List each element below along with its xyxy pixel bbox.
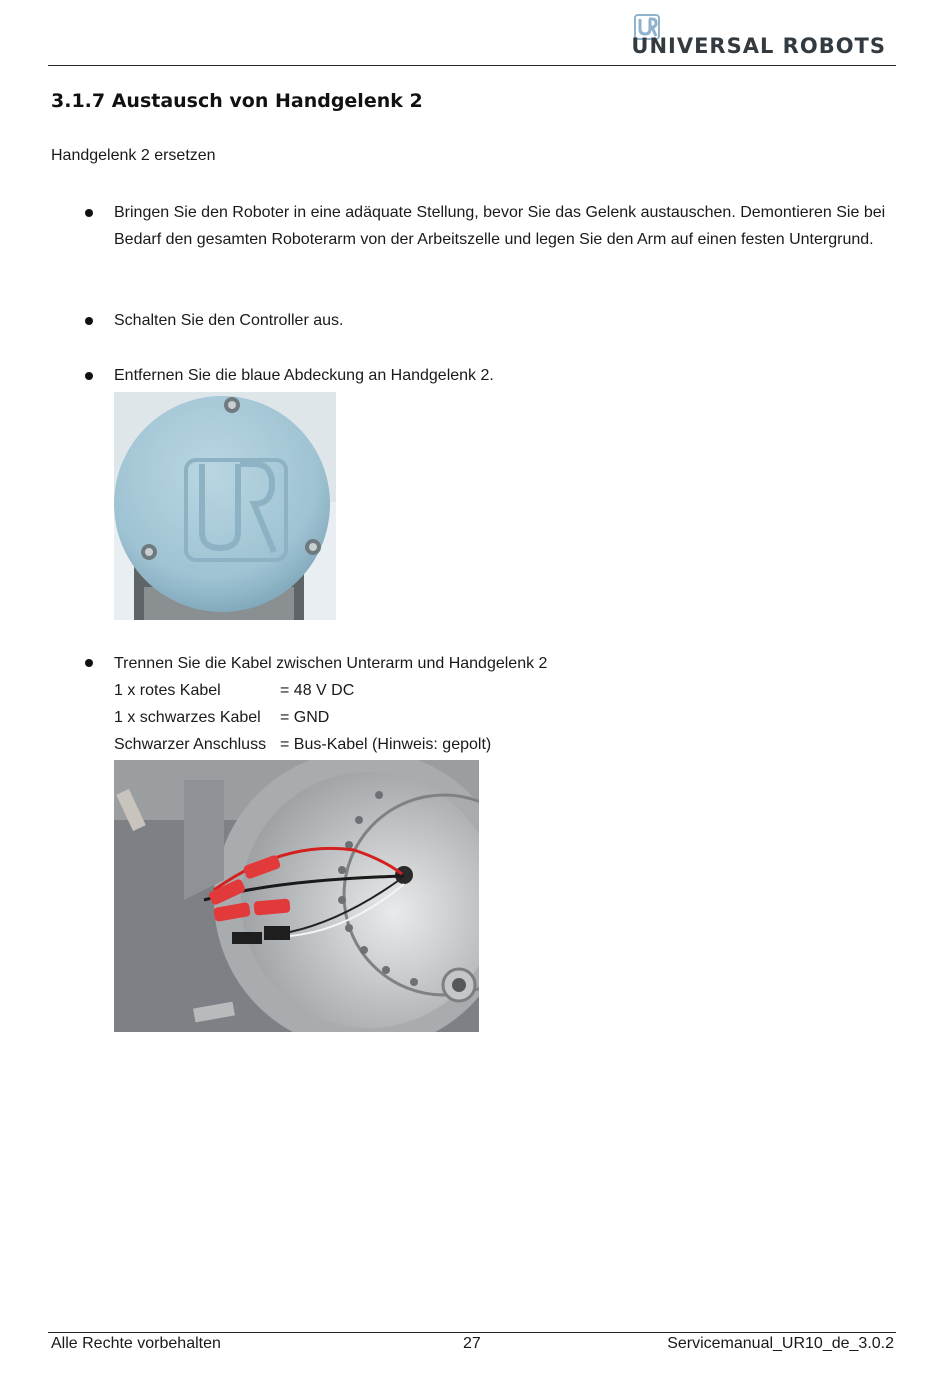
bullet-dot	[85, 659, 93, 667]
footer-copyright: Alle Rechte vorbehalten	[51, 1335, 221, 1352]
cable-spec-label: 1 x rotes Kabel	[114, 682, 221, 699]
step-text: Bringen Sie den Roboter in eine adäquate Stellung, bevor Sie das Gelenk austauschen. Demontieren Sie bei Bedarf den gesamten Roboterarm von der Arbeitszelle und legen Sie den Arm auf einen festen Untergrund.	[114, 204, 886, 248]
section-subtitle: Handgelenk 2 ersetzen	[51, 147, 216, 164]
footer-divider	[48, 1332, 896, 1333]
brand-name: UNIVERSAL ROBOTS	[631, 34, 886, 58]
cable-spec-value: = Bus-Kabel (Hinweis: gepolt)	[280, 736, 492, 753]
brand-logo	[626, 14, 886, 60]
cable-spec-value: = GND	[280, 709, 330, 726]
step-text: Entfernen Sie die blaue Abdeckung an Handgelenk 2.	[114, 367, 494, 384]
cable-spec-row	[114, 731, 491, 758]
bullet-dot	[85, 372, 93, 380]
cable-spec-label: Schwarzer Anschluss	[114, 736, 267, 753]
wrist-cables-photo	[114, 760, 479, 1032]
cable-spec-label: 1 x schwarzes Kabel	[114, 709, 261, 726]
step-text: Schalten Sie den Controller aus.	[114, 312, 344, 329]
bullet-dot	[85, 209, 93, 217]
blue-cover-photo	[114, 392, 336, 620]
cable-spec-value: = 48 V DC	[280, 682, 355, 699]
bullet-dot	[85, 317, 93, 325]
page-number: 27	[463, 1335, 481, 1352]
cable-spec-row	[114, 704, 329, 731]
document-id: Servicemanual_UR10_de_3.0.2	[667, 1335, 894, 1352]
section-title: 3.1.7 Austausch von Handgelenk 2	[51, 90, 423, 112]
header-divider	[48, 65, 896, 66]
cable-spec-row	[114, 677, 354, 704]
step-text: Trennen Sie die Kabel zwischen Unterarm und Handgelenk 2	[114, 655, 548, 672]
